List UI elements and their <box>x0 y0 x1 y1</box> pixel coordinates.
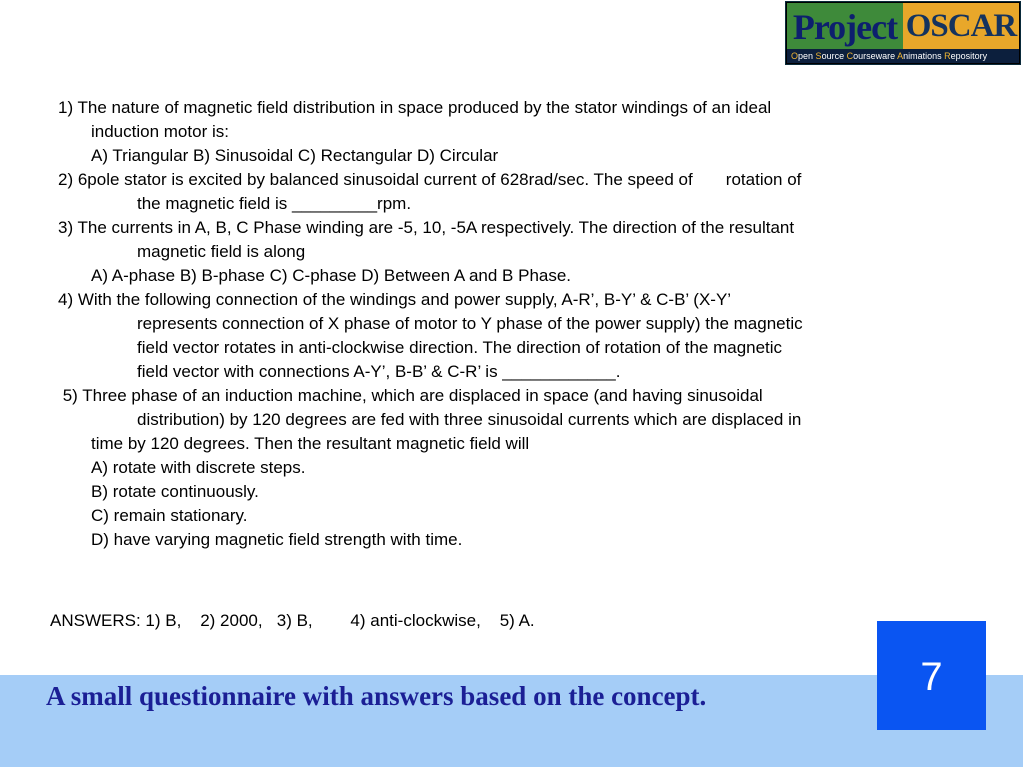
project-oscar-logo <box>785 1 1021 65</box>
option-line: B) rotate continuously. <box>91 482 259 501</box>
tagline-word: pen <box>798 51 816 61</box>
slide-caption: A small questionnaire with answers based on the concept. <box>46 681 707 711</box>
logo-tagline <box>787 49 1019 63</box>
question-line: 4) With the following connection of the windings and power supply, A-R’, B-Y’ & C-B’ (X-Y’ <box>58 290 732 309</box>
question-line: induction motor is: <box>91 122 229 141</box>
option-line: A) A-phase B) B-phase C) C-phase D) Between A and B Phase. <box>91 266 572 285</box>
question-line: 1) The nature of magnetic field distribution in space produced by the stator windings of an ideal <box>58 98 772 117</box>
tagline-word: epository <box>950 51 988 61</box>
question-line: magnetic field is along <box>137 242 306 261</box>
option-line: A) rotate with discrete steps. <box>91 458 306 477</box>
question-line: represents connection of X phase of motor to Y phase of the power supply) the magnetic <box>137 314 803 333</box>
tagline-word: ourseware <box>853 51 898 61</box>
logo-word-project: Project <box>787 3 903 50</box>
tagline-word: ource <box>821 51 847 61</box>
tagline-initial: O <box>791 51 799 61</box>
tagline-initial: R <box>944 51 951 61</box>
option-line: C) remain stationary. <box>91 506 248 525</box>
tagline-initial: S <box>815 51 822 61</box>
logo-wordmark <box>787 3 1019 50</box>
option-line: A) Triangular B) Sinusoidal C) Rectangular D) Circular <box>91 146 499 165</box>
question-line: field vector rotates in anti-clockwise direction. The direction of rotation of the magnetic <box>137 338 783 357</box>
tagline-word: nimations <box>903 51 945 61</box>
option-line: D) have varying magnetic field strength with time. <box>91 530 463 549</box>
slide-number-badge: 7 <box>877 621 986 730</box>
question-line: time by 120 degrees. Then the resultant magnetic field will <box>91 434 530 453</box>
answers-line: ANSWERS: 1) B, 2) 2000, 3) B, 4) anti-clockwise, 5) A. <box>50 611 535 630</box>
question-line: field vector with connections A-Y’, B-B’ & C-R’ is ____________. <box>137 362 621 381</box>
question-line: the magnetic field is _________rpm. <box>137 194 412 213</box>
question-line: 2) 6pole stator is excited by balanced sinusoidal current of 628rad/sec. The speed of rotation of <box>58 170 802 189</box>
question-line: 3) The currents in A, B, C Phase winding are -5, 10, -5A respectively. The direction of the resultant <box>58 218 795 237</box>
tagline-initial: C <box>846 51 854 61</box>
logo-word-oscar: OSCAR <box>903 3 1019 50</box>
tagline-initial: A <box>897 51 904 61</box>
question-line: distribution) by 120 degrees are fed with three sinusoidal currents which are displaced in <box>137 410 802 429</box>
question-line: 5) Three phase of an induction machine, which are displaced in space (and having sinusoidal <box>58 386 763 405</box>
